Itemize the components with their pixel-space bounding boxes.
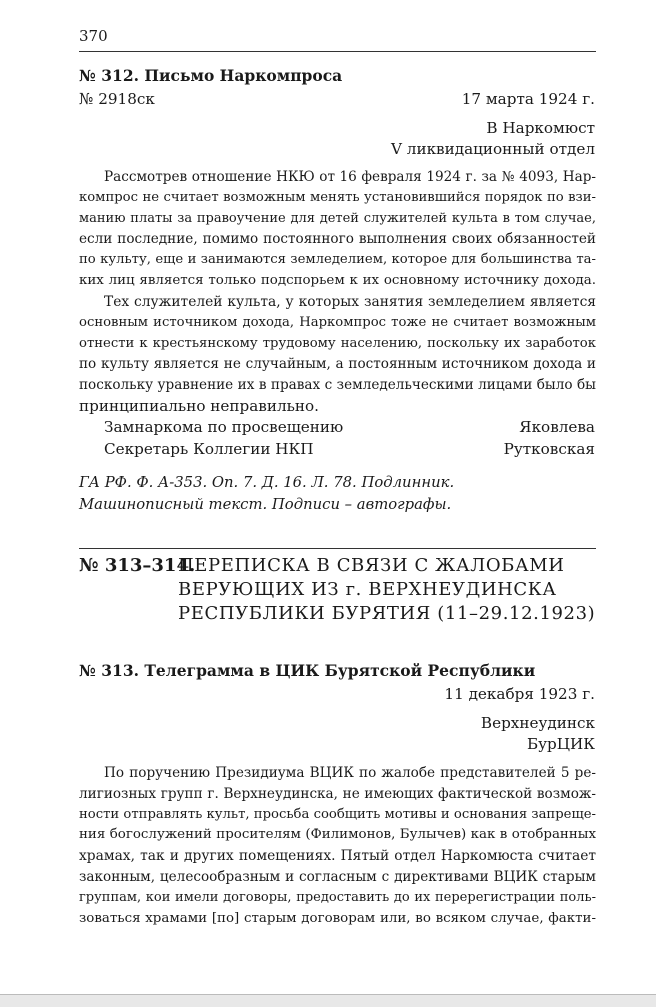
text-line: Тех служителей культа, у которых занятия земледелием является [104,294,596,310]
text-line: лигиозных групп г. Верхнеудинска, не имеющих фактической возмож- [79,785,596,802]
text-line: По поручению Президиума ВЦИК по жалобе представителей 5 ре- [104,765,596,781]
text-line: по культу является не случайным, а постоянным источником дохода и [79,356,596,373]
doc313-addressee-line: БурЦИК [526,735,595,753]
doc312-title: № 312. Письмо Наркомпроса [79,66,343,85]
text-line: храмах, так и других помещениях. Пятый отдел Наркомюста считает [79,848,596,865]
section-title-line: ПЕРЕПИСКА В СВЯЗИ С ЖАЛОБАМИ [178,555,565,576]
text-line: ния богослужений просителям (Филимонов, Булычев) как в отобранных [79,827,596,843]
text-line: законным, целесообразным и согласным с директивами ВЦИК старым [79,868,596,885]
text-line: основным источником дохода, Наркомпрос тоже не считает возможным [79,314,596,330]
text-line: компрос не считает возможным менять установившийся порядок по взи- [79,189,596,205]
section-title-line: ВЕРУЮЩИХ ИЗ г. ВЕРХНЕУДИНСКА [178,579,557,600]
doc312-date: 17 марта 1924 г. [461,90,595,108]
section-title [178,554,595,626]
signature-name: Рутковская [503,440,595,458]
archive-source-line: ГА РФ. Ф. А-353. Оп. 7. Д. 16. Л. 78. Подлинник. [79,474,455,491]
doc313-date: 11 декабря 1923 г. [444,685,595,703]
signature-position: Замнаркома по просвещению [104,418,344,436]
text-line: по культу, еще и занимаются земледелием, которое для большинства та- [79,252,596,268]
signature-name: Яковлева [519,418,595,436]
text-line: Рассмотрев отношение НКЮ от 16 февраля 1924 г. за № 4093, Нар- [104,169,596,185]
text-line: поскольку уравнение их в правах с земледельческими лицами было бы [79,377,596,394]
text-line: принципиально неправильно. [79,396,319,415]
signature-position: Секретарь Коллегии НКП [104,440,314,458]
text-line: зоваться храмами [по] старым договорам или, во всяком случае, факти- [79,910,596,926]
doc312-reg-number: № 2918ск [79,90,155,108]
section-title-line: РЕСПУБЛИКИ БУРЯТИЯ (11–29.12.1923) [178,603,596,624]
text-line: манию платы за правоучение для детей служителей культа в том случае, [79,210,596,226]
page-number: 370 [79,27,108,45]
page-bottom-edge [0,994,656,1007]
text-line: ности отправлять культ, просьба сообщить мотивы и основания запреще- [79,806,596,822]
section-number: № 313–314. [79,555,196,576]
text-line: если последние, помимо постоянного выполнения своих обязанностей [79,231,596,248]
section-rule [79,548,596,549]
doc312-paragraph-2 [79,292,596,417]
doc312-paragraph-1 [79,167,596,292]
text-line: ких лиц является только подспорьем к их основному источнику дохода. [79,272,596,288]
text-line: группам, кои имели договоры, предоставить до их перерегистрации поль- [79,889,596,905]
doc312-addressee-line: V ликвидационный отдел [391,140,595,158]
text-line: отнести к крестьянскому трудовому населению, поскольку их заработок [79,335,596,351]
header-rule [79,51,596,52]
doc312-addressee-line: В Наркомюст [486,119,595,137]
doc313-title: № 313. Телеграмма в ЦИК Бурятской Республики [79,661,536,680]
archive-source-line: Машинописный текст. Подписи – автографы. [79,496,452,513]
doc313-addressee-line: Верхнеудинск [480,714,595,732]
doc313-paragraph-1 [79,763,596,929]
